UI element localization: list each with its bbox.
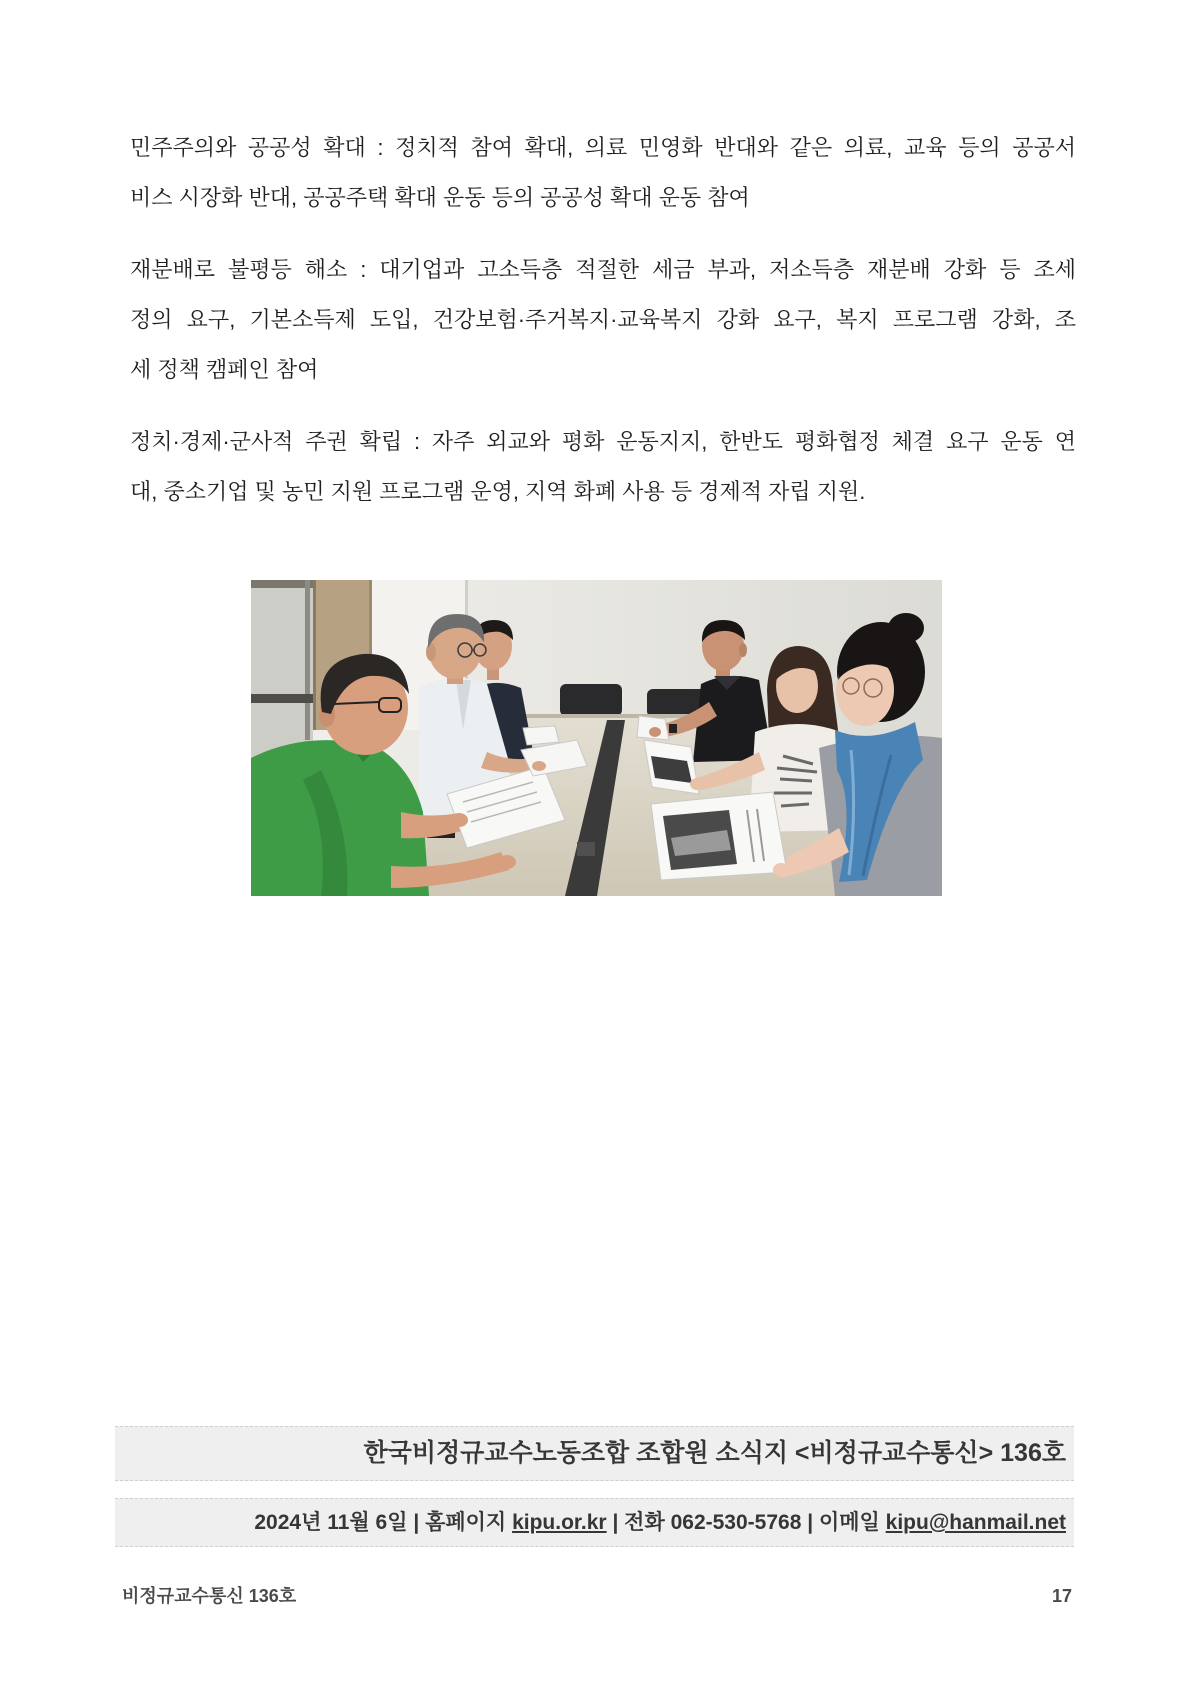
newsletter-title-bar <box>115 1426 1074 1481</box>
paragraph-redistribution <box>130 245 1076 395</box>
text-line: 정치·경제·군사적 주권 확립 : 자주 외교와 평화 운동지지, 한반도 평화협정 체결 요구 운동 연 <box>130 429 1076 454</box>
page-footer <box>122 1583 1072 1609</box>
phone-label: 전화 <box>624 1511 665 1534</box>
homepage-link[interactable]: kipu.or.kr <box>512 1511 607 1534</box>
contact-info-bar <box>115 1498 1074 1547</box>
homepage-label: 홈페이지 <box>425 1511 507 1534</box>
newsletter-title: 한국비정규교수노동조합 조합원 소식지 <비정규교수통신> 136호 <box>363 1439 1066 1467</box>
meeting-photo-image <box>251 580 942 896</box>
email-label: 이메일 <box>818 1511 880 1534</box>
page-number: 17 <box>1051 1586 1072 1606</box>
email-link[interactable]: kipu@hanmail.net <box>885 1511 1066 1534</box>
paragraph-democracy-public-interest <box>130 123 1076 223</box>
phone-number: 062-530-5768 <box>670 1511 802 1534</box>
body-text <box>130 123 1076 539</box>
footer-issue-label: 비정규교수통신 136호 <box>122 1586 297 1606</box>
text-line: 정의 요구, 기본소득제 도입, 건강보험·주거복지·교육복지 강화 요구, 복지 프로그램 강화, 조 <box>130 307 1076 332</box>
text-line: 대, 중소기업 및 농민 지원 프로그램 운영, 지역 화폐 사용 등 경제적 자립 지원. <box>130 479 866 504</box>
meeting-photo <box>251 580 942 896</box>
text-line: 비스 시장화 반대, 공공주택 확대 운동 등의 공공성 확대 운동 참여 <box>130 185 750 210</box>
separator: | <box>612 1511 619 1534</box>
separator: | <box>413 1511 420 1534</box>
issue-date: 2024년 11월 6일 <box>254 1511 408 1534</box>
text-line: 재분배로 불평등 해소 : 대기업과 고소득층 적절한 세금 부과, 저소득층 재분배 강화 등 조세 <box>130 257 1076 282</box>
separator: | <box>807 1511 814 1534</box>
text-line: 민주주의와 공공성 확대 : 정치적 참여 확대, 의료 민영화 반대와 같은 의료, 교육 등의 공공서 <box>130 135 1076 160</box>
paragraph-sovereignty <box>130 417 1076 517</box>
text-line: 세 정책 캠페인 참여 <box>130 357 319 382</box>
